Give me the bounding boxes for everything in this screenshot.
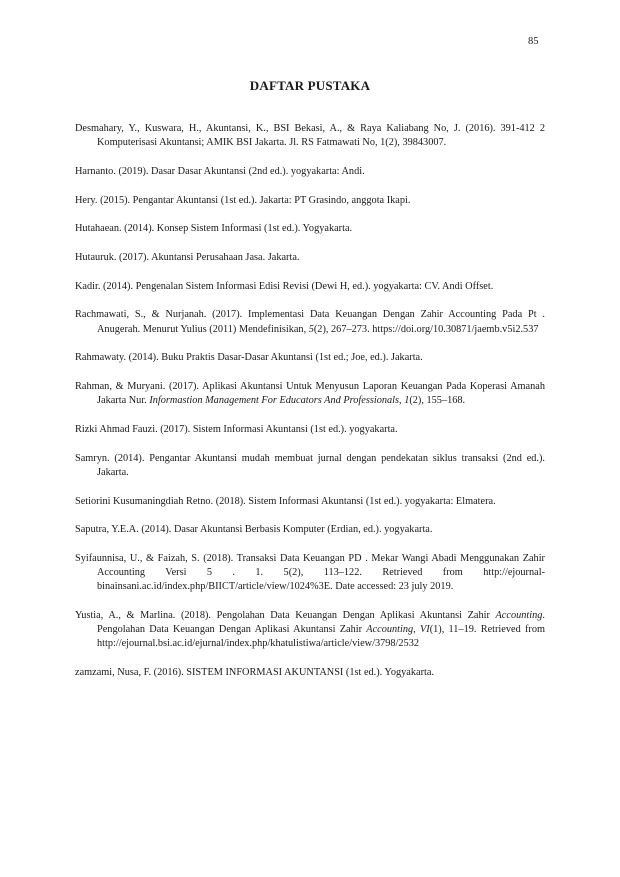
page-number: 85 <box>528 36 539 47</box>
reference-text: (2), 155–168. <box>409 395 466 407</box>
reference-italic-text: Accounting <box>495 610 543 622</box>
reference-entry <box>75 552 545 595</box>
reference-text: (2), 267–273. https://doi.org/10.30871/jaemb.v5i2.537 <box>313 323 539 335</box>
reference-entry <box>75 523 545 537</box>
reference-text: , <box>399 395 405 407</box>
reference-entry <box>75 165 545 179</box>
reference-italic-text: Informastion Management For Educators And Professionals <box>149 395 400 407</box>
reference-italic-text: 1 <box>404 395 410 407</box>
reference-text: Rahman, & Muryani. (2017). Aplikasi Akuntansi Untuk Menyusun Laporan Keuangan Pada Koperasi Amanah Jakarta Nur. <box>75 381 545 407</box>
reference-entry <box>75 222 545 236</box>
reference-entry <box>75 452 545 480</box>
reference-text: Rizki Ahmad Fauzi. (2017). Sistem Informasi Akuntansi (1st ed.). yogyakarta. <box>75 423 398 435</box>
reference-italic-text: Accounting <box>366 624 414 636</box>
reference-text: Syifaunnisa, U., & Faizah, S. (2018). Transaksi Data Keuangan PD . Mekar Wangi Abadi Menggunakan Zahir Accounting Versi 5 . 1. 5(2), 113–122. Retrieved from http://ejournal-binainsani.ac.id/index.php/BIICT/article/view/1024%3E. Date accessed: 23 july 2019. <box>75 552 545 593</box>
reference-entry <box>75 351 545 365</box>
reference-text: Rahmawaty. (2014). Buku Praktis Dasar-Dasar Akuntansi (1st ed.; Joe, ed.). Jakarta. <box>75 352 423 364</box>
reference-entry <box>75 495 545 509</box>
reference-entry <box>75 609 545 652</box>
reference-entry <box>75 251 545 265</box>
reference-entry <box>75 280 545 294</box>
reference-text: Samryn. (2014). Pengantar Akuntansi mudah membuat jurnal dengan pendekatan siklus transaksi (2nd ed.). Jakarta. <box>75 452 545 478</box>
reference-text: , <box>413 624 420 636</box>
reference-text: Saputra, Y.E.A. (2014). Dasar Akuntansi Berbasis Komputer (Erdian, ed.). yogyakarta. <box>75 524 433 536</box>
reference-text: Hutahaean. (2014). Konsep Sistem Informasi (1st ed.). Yogyakarta. <box>75 223 353 235</box>
reference-list <box>75 122 545 695</box>
reference-entry <box>75 308 545 336</box>
reference-text: Hery. (2015). Pengantar Akuntansi (1st ed.). Jakarta: PT Grasindo, anggota Ikapi. <box>75 194 411 206</box>
reference-text: Desmahary, Y., Kuswara, H., Akuntansi, K., BSI Bekasi, A., & Raya Kaliabang No, J. (2016). 391-412 2 Komputerisasi Akuntansi; AMIK BSI Jakarta. Jl. RS Fatmawati No, 1(2), 39843007. <box>75 123 545 149</box>
reference-entry <box>75 423 545 437</box>
reference-text: Kadir. (2014). Pengenalan Sistem Informasi Edisi Revisi (Dewi H, ed.). yogyakarta: CV. Andi Offset. <box>75 280 494 292</box>
reference-text: Yustia, A., & Marlina. (2018). Pengolahan Data Keuangan Dengan Aplikasi Akuntansi Zahir <box>75 610 496 622</box>
reference-text: Setiorini Kusumaningdiah Retno. (2018). Sistem Informasi Akuntansi (1st ed.). yogyakarta: Elmatera. <box>75 495 496 507</box>
reference-text: zamzami, Nusa, F. (2016). SISTEM INFORMASI AKUNTANSI (1st ed.). Yogyakarta. <box>75 667 435 679</box>
page-title: DAFTAR PUSTAKA <box>249 78 371 93</box>
reference-text: Hutauruk. (2017). Akuntansi Perusahaan Jasa. Jakarta. <box>75 252 300 264</box>
reference-entry <box>75 194 545 208</box>
reference-text: . Pengolahan Data Keuangan Dengan Aplikasi Akuntansi Zahir <box>97 610 545 636</box>
reference-entry <box>75 666 545 680</box>
reference-entry <box>75 122 545 150</box>
reference-italic-text: VI <box>420 624 430 636</box>
reference-text: Rachmawati, S., & Nurjanah. (2017). Implementasi Data Keuangan Dengan Zahir Accounting Pada Pt . Anugerah. Menurut Yulius (2011) Mendefinisikan, <box>75 309 545 335</box>
reference-italic-text: 5 <box>308 323 314 335</box>
reference-entry <box>75 380 545 408</box>
reference-text: Harnanto. (2019). Dasar Dasar Akuntansi (2nd ed.). yogyakarta: Andi. <box>75 165 365 177</box>
reference-text: (1), 11–19. Retrieved from http://ejournal.bsi.ac.id/ejurnal/index.php/khatulistiwa/article/view/3798/2532 <box>97 624 545 650</box>
